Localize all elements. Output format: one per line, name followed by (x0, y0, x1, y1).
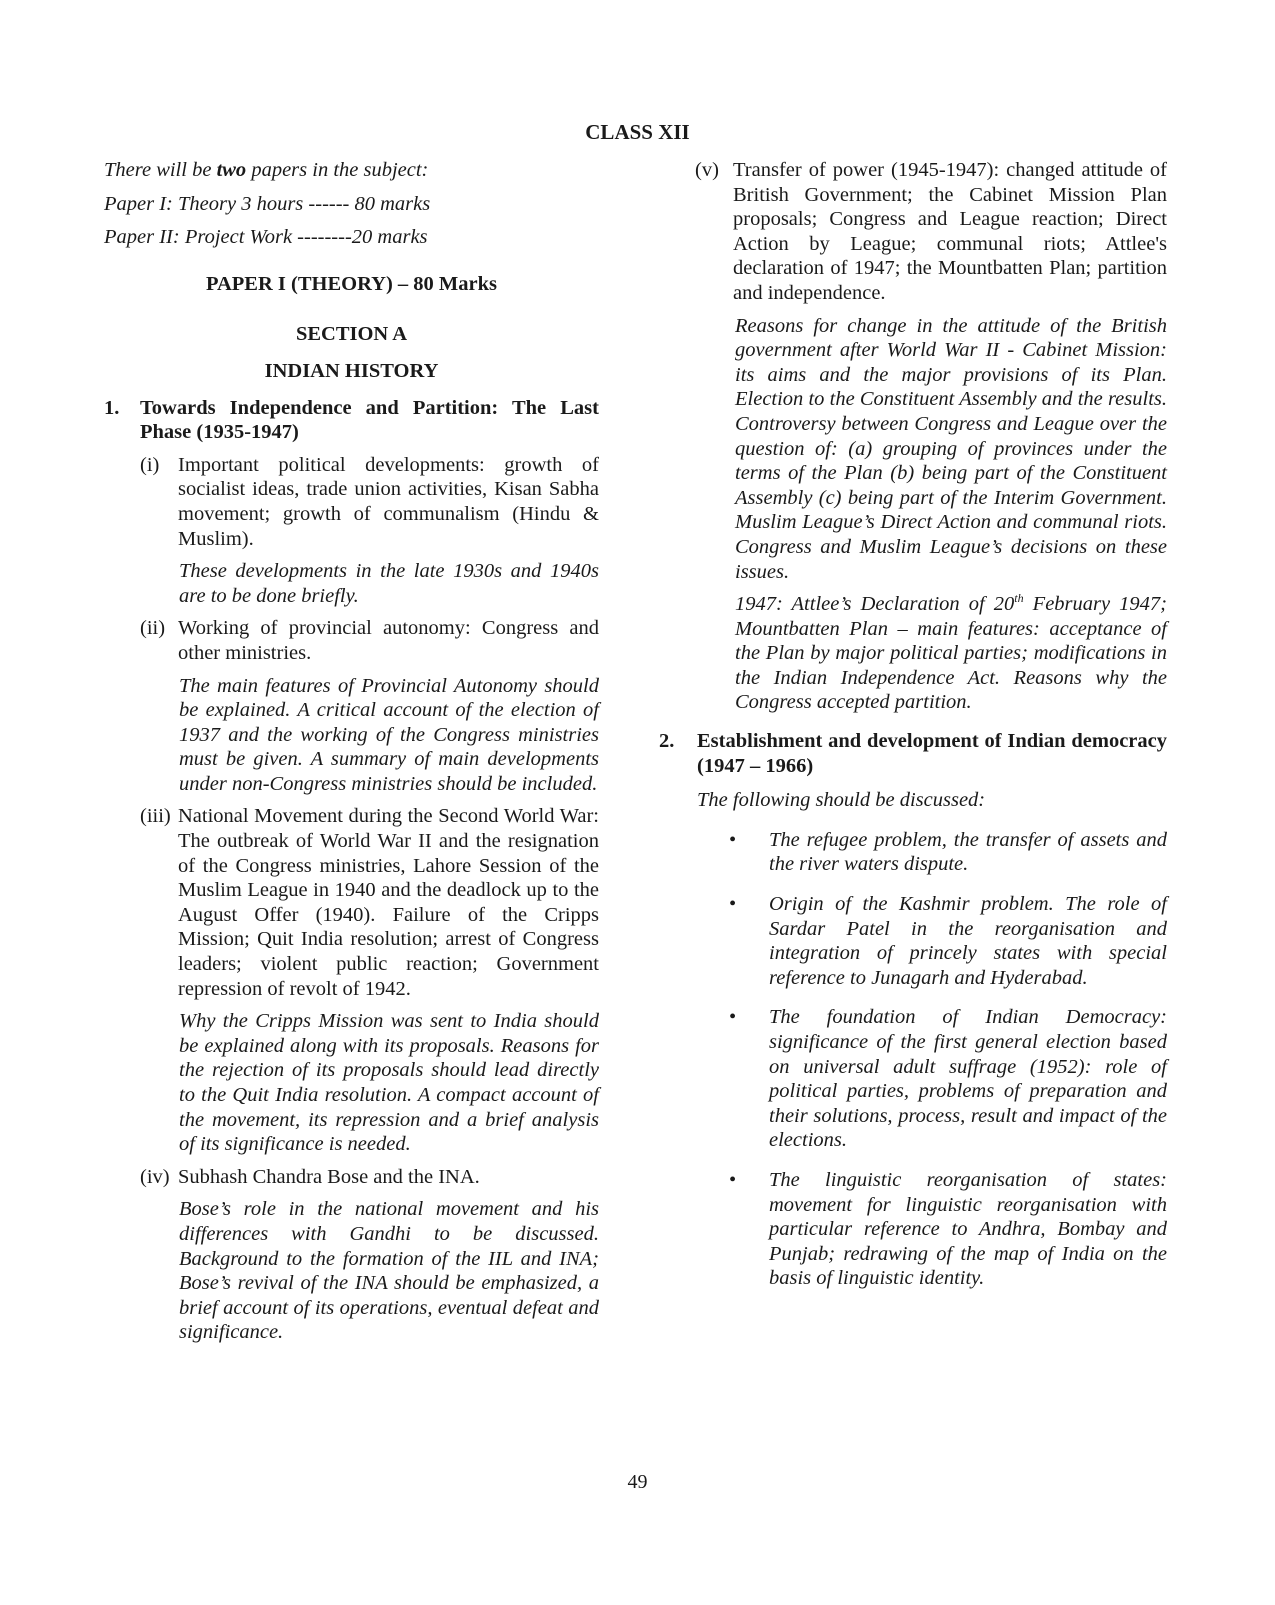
list-item (697, 892, 1167, 990)
item-note: Why the Cripps Mission was sent to India should be explained along with its proposals. Reasons for the rejection of its proposals should lead directly to the Quit India resolution. A compact account of the movement, its repression and a brief analysis of its significance is needed. (179, 1010, 599, 1156)
item-text: Important political developments: growth of socialist ideas, trade union activities, Kisan Sabha movement; growth of communalism (Hindu & Muslim). (178, 453, 599, 550)
list-item (697, 828, 1167, 877)
topic-1-number: 1. (104, 396, 120, 419)
topic-2-bullet-list (697, 828, 1167, 1291)
page-number: 49 (627, 1471, 648, 1493)
page-title: CLASS XII (585, 120, 690, 144)
section-subheading: INDIAN HISTORY (264, 359, 439, 382)
item-label: (v) (695, 159, 719, 181)
paper-heading: PAPER I (THEORY) – 80 Marks (205, 272, 497, 295)
topic-1-item (140, 804, 599, 1001)
topic-2-intro: The following should be discussed: (697, 789, 986, 812)
bullet-icon: • (729, 1006, 737, 1029)
topic-2-number: 2. (659, 730, 675, 753)
item-note: Reasons for change in the attitude of the British government after World War II - Cabinet Mission: its aims and the major provisions of its Plan. Election to the Constituent Assembly and the results. Controversy between Congress and League over the question of: (a) grouping of provinces under the terms of the Plan (b) being part of the Constituent Assembly (c) being part of the Interim Government. Muslim League’s Direct Action and communal riots. Congress and Muslim League’s decisions on these issues. (735, 314, 1167, 583)
bullet-text: The linguistic reorganisation of states: movement for linguistic reorganisation with particular reference to Andhra, Bombay and Punjab; redrawing of the map of India on the basis of linguistic identity. (769, 1168, 1167, 1290)
right-column (659, 158, 1167, 1291)
left-column (104, 158, 599, 1345)
bullet-icon: • (729, 893, 737, 916)
topic-1-title: Towards Independence and Partition: The Last Phase (1935-1947) (140, 396, 599, 444)
item-note: Bose’s role in the national movement and his differences with Gandhi to be discussed. Background to the formation of the IIL and INA; Bose’s revival of the INA should be emphasized, a brief account of its operations, eventual defeat and significance. (179, 1198, 599, 1344)
item-label: (ii) (140, 617, 166, 640)
bullet-text: The foundation of Indian Democracy: significance of the first general election based on universal adult suffrage (1952): role of political parties, problems of preparation and their solutions, process, result and impact of the elections. (769, 1006, 1167, 1152)
item-label: (iii) (140, 805, 171, 828)
topic-1-heading (104, 396, 599, 445)
item-note: The main features of Provincial Autonomy should be explained. A critical account of the election of 1937 and the working of the Congress ministries must be given. A summary of main developments under non-Congress ministries should be included. (179, 674, 599, 795)
list-item (697, 1005, 1167, 1153)
topic-1-item (695, 158, 1167, 306)
item-label: (i) (140, 453, 160, 476)
item-text: National Movement during the Second World War: The outbreak of World War II and the resignation of the Congress ministries, Lahore Session of the Muslim League in 1940 and the deadlock up to the August Offer (1940). Failure of the Cripps Mission; Quit India resolution; arrest of Congress leaders; violent public reaction; Government repression of revolt of 1942. (178, 805, 599, 1000)
item-text: Subhash Chandra Bose and the INA. (178, 1165, 480, 1188)
item-label: (iv) (140, 1165, 170, 1188)
item-text: Working of provincial autonomy: Congress and other ministries. (178, 617, 599, 664)
intro-line-1: There will be two papers in the subject: (104, 159, 429, 181)
item-note: These developments in the late 1930s and 1940s are to be done briefly. (179, 560, 599, 607)
list-item (697, 1168, 1167, 1291)
topic-1-item (140, 1165, 599, 1190)
bullet-icon: • (729, 828, 737, 851)
topic-2-title: Establishment and development of Indian democracy (1947 – 1966) (697, 730, 1167, 777)
bullet-text: Origin of the Kashmir problem. The role of Sardar Patel in the reorganisation and integration of princely states with special reference to Junagarh and Hyderabad. (769, 893, 1167, 989)
bullet-text: The refugee problem, the transfer of assets and the river waters dispute. (769, 828, 1167, 876)
bullet-icon: • (729, 1168, 737, 1191)
intro-block (104, 158, 599, 250)
topic-2-heading (659, 729, 1167, 778)
intro-line-3: Paper II: Project Work --------20 marks (104, 226, 428, 249)
item-note-2: 1947: Attlee’s Declaration of 20th February 1947; Mountbatten Plan – main features: acceptance of the Plan by major political parties; modifications in the Indian Independence Act. Reasons why the Congress accepted partition. (735, 591, 1167, 714)
section-heading: SECTION A (295, 323, 408, 346)
topic-1-item (140, 616, 599, 665)
item-text: Transfer of power (1945-1947): changed attitude of British Government; the Cabinet Mission Plan proposals; Congress and League reaction; Direct Action by League; communal riots; Attlee's declaration of 1947; the Mountbatten Plan; partition and independence. (733, 159, 1167, 304)
intro-line-2: Paper I: Theory 3 hours ------ 80 marks (104, 192, 431, 215)
topic-1-item (140, 453, 599, 551)
